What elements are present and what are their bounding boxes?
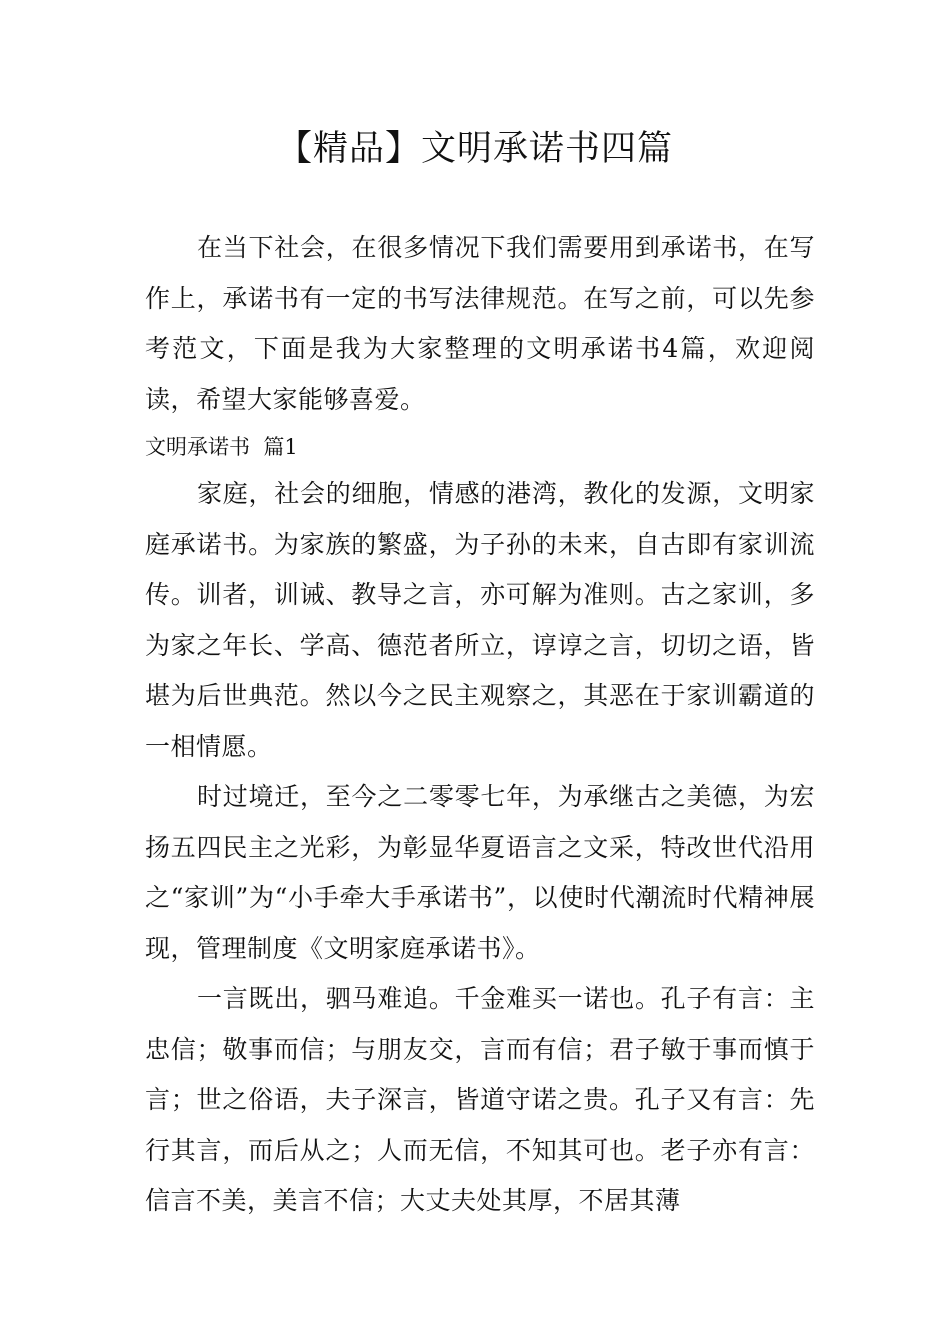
intro-paragraph: 在当下社会，在很多情况下我们需要用到承诺书，在写作上，承诺书有一定的书写法律规范。在写之前，可以先参考范文，下面是我为大家整理的文明承诺书4篇，欢迎阅读，希望大家能够喜爱。 — [145, 233, 815, 414]
body-paragraph-2: 时过境迁，至今之二零零七年，为承继古之美德，为宏扬五四民主之光彩，为彰显华夏语言之文采，特改世代沿用之“家训”为“小手牵大手承诺书”，以使时代潮流时代精神展现，管理制度《文明家庭承诺书》。 — [145, 782, 815, 963]
document-body — [145, 223, 815, 1227]
body-paragraph-3: 一言既出，驷马难追。千金难买一诺也。孔子有言：主忠信；敬事而信；与朋友交，言而有信；君子敏于事而慎于言；世之俗语，夫子深言，皆道守诺之贵。孔子又有言：先行其言，而后从之；人而无信，不知其可也。老子亦有言：信言不美，美言不信；大丈夫处其厚，不居其薄 — [145, 984, 815, 1215]
section-heading: 文明承诺书 篇1 — [145, 435, 298, 459]
document-title: 【精品】文明承诺书四篇 — [276, 129, 673, 169]
body-paragraph-1: 家庭，社会的细胞，情感的港湾，教化的发源，文明家庭承诺书。为家族的繁盛，为子孙的未来，自古即有家训流传。训者，训诫、教导之言，亦可解为准则。古之家训，多为家之年长、学高、德范者所立，谆谆之言，切切之语，皆堪为后世典范。然以今之民主观察之，其恶在于家训霸道的一相情愿。 — [145, 479, 815, 761]
